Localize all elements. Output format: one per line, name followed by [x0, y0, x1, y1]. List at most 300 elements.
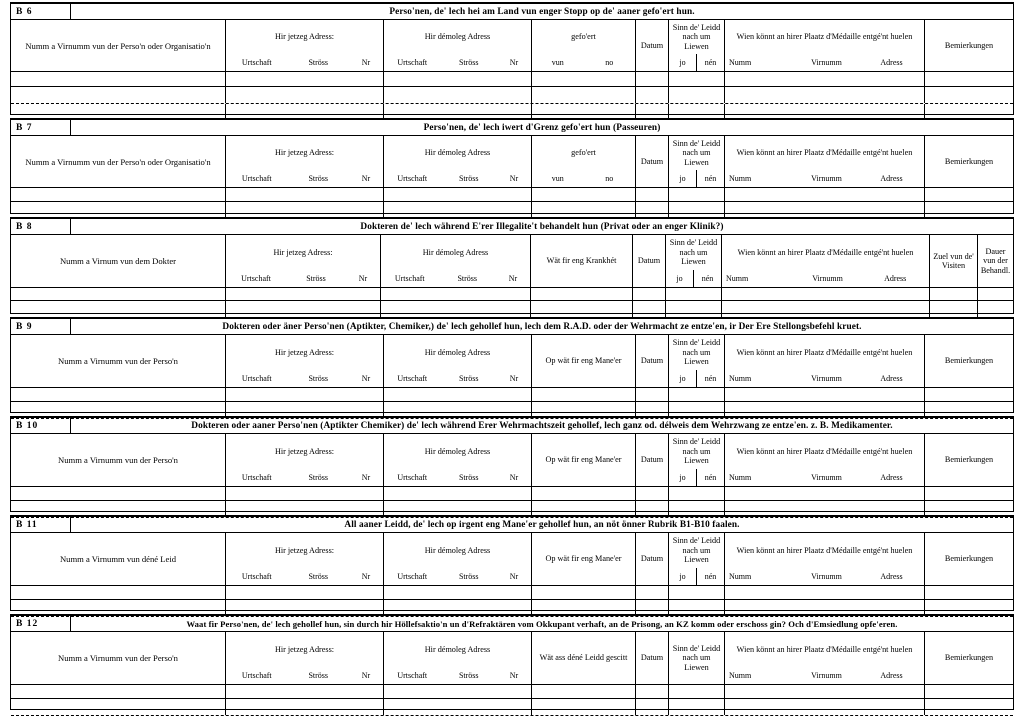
col-label: Hir démoleg Adress [424, 32, 491, 42]
col-name-b7: Numm a Virnumm vun der Perso'n oder Organisatio'n [11, 136, 226, 187]
cell-dauer-behandl[interactable] [978, 301, 1013, 317]
col-gefoert-b6 [532, 20, 636, 71]
table-row[interactable] [11, 402, 1013, 419]
col-bemierkungen-b6 [925, 20, 1013, 71]
col-bemierkungen-b7 [925, 136, 1013, 187]
col-label: Sinn de' Leidd nach um Liewen [672, 22, 721, 51]
cell-wien[interactable] [725, 72, 925, 86]
sub-jo: jo [679, 473, 686, 482]
sub-urtschaft: Urtschaft [394, 274, 425, 283]
table-row[interactable] [11, 301, 1013, 318]
cell-addr-then[interactable] [384, 501, 532, 517]
sub-adress: Adress [880, 671, 903, 680]
cell-gefoert[interactable] [532, 87, 636, 103]
cell-sinn[interactable] [669, 487, 725, 500]
cell-gescitt[interactable] [532, 685, 636, 698]
col-wien-b8 [722, 235, 930, 287]
sub-urtschaft: Urtschaft [241, 671, 272, 680]
col-wien-b12 [725, 632, 925, 684]
col-label: Bemierkungen [944, 156, 994, 166]
cell-sinn[interactable] [669, 699, 725, 715]
cell-wien[interactable] [725, 104, 925, 118]
cell-bemierkungen[interactable] [925, 685, 1013, 698]
sub-nr: Nr [361, 374, 371, 383]
cell-addr-then[interactable] [384, 104, 532, 118]
col-maneer-b10 [532, 434, 636, 486]
cell-addr-then[interactable] [384, 388, 532, 401]
sub-nr: Nr [509, 58, 519, 67]
sub-numm: Numm [729, 174, 752, 183]
sub-nr: Nr [509, 572, 519, 581]
section-b6-header [11, 20, 1013, 72]
cell-bemierkungen[interactable] [925, 586, 1013, 599]
sub-nen: nén [693, 270, 721, 287]
col-wien-b6 [725, 20, 925, 71]
table-row[interactable] [11, 388, 1013, 402]
col-label: Wät fir eng Krankhét [546, 256, 617, 266]
cell-name[interactable] [11, 104, 226, 118]
sub-jo: jo [679, 572, 686, 581]
cell-bemierkungen[interactable] [925, 202, 1013, 218]
col-bemierkungen-b11 [925, 533, 1013, 585]
sub-virnumm: Virnumm [811, 58, 842, 67]
col-wien-subs [725, 667, 924, 684]
cell-name[interactable] [11, 487, 226, 500]
sub-nen: nén [696, 568, 724, 585]
cell-wien[interactable] [725, 586, 925, 599]
cell-name[interactable] [11, 288, 226, 300]
cell-sinn[interactable] [669, 685, 725, 698]
col-label: Hir jetzeg Adress: [273, 247, 333, 257]
col-label: Datum [640, 554, 664, 564]
sub-jo: jo [679, 174, 686, 183]
sub-virnumm: Virnumm [811, 671, 842, 680]
cell-datum[interactable] [636, 104, 669, 118]
sub-adress: Adress [884, 274, 907, 283]
col-label: Bemierkungen [944, 653, 994, 663]
section-b11-code: B 11 [11, 517, 71, 532]
sub-adress: Adress [880, 174, 903, 183]
col-datum-b7 [636, 136, 669, 187]
col-addr-now-b10 [226, 434, 384, 486]
col-addr-then-b8 [381, 235, 531, 287]
col-datum-b12 [636, 632, 669, 684]
col-sinn-b9 [669, 335, 725, 387]
cell-addr-now[interactable] [226, 388, 384, 401]
cell-maneer[interactable] [532, 487, 636, 500]
cell-sinn[interactable] [669, 402, 725, 418]
col-zuel-visiten-b8 [930, 235, 978, 287]
cell-addr-now[interactable] [226, 188, 384, 201]
cell-wien[interactable] [722, 301, 930, 317]
cell-addr-then[interactable] [384, 402, 532, 418]
col-label: gefo'ert [571, 148, 596, 158]
sub-vun: vun [551, 58, 564, 67]
cell-krankhet[interactable] [531, 288, 633, 300]
col-label: Datum [640, 455, 664, 465]
col-addr-subs [384, 170, 531, 187]
section-b10-rows [11, 487, 1013, 518]
sub-stross: Ströss [458, 572, 479, 581]
sub-nr: Nr [509, 174, 519, 183]
cell-maneer[interactable] [532, 586, 636, 599]
col-wien-subs [725, 370, 924, 387]
section-b6-code: B 6 [11, 4, 71, 19]
cell-bemierkungen[interactable] [925, 72, 1013, 86]
col-addr-subs [226, 54, 383, 71]
cell-sinn[interactable] [666, 288, 722, 300]
col-gefoert-subs [532, 170, 635, 187]
cell-gefoert[interactable] [532, 104, 636, 118]
cell-bemierkungen[interactable] [925, 600, 1013, 616]
sub-nr: Nr [361, 473, 371, 482]
table-row[interactable] [11, 699, 1013, 716]
section-b6-title: Perso'nen, de' lech hei am Land vun enger Stopp op de' aaner gefo'ert hun. [389, 6, 695, 17]
section-b9-title: Dokteren oder äner Perso'nen (Aptikter, Chemiker,) de' lech gehollef hun, lech dem R.A.D. oder der Wehrmacht ze entze'en, ir Der Ere Stellongsbefehl kruet. [222, 321, 862, 332]
cell-wien[interactable] [725, 600, 925, 616]
col-maneer-b11 [532, 533, 636, 585]
col-name-b11: Numm a Virnumm vun déné Leid [11, 533, 226, 585]
cell-bemierkungen[interactable] [925, 388, 1013, 401]
table-row[interactable] [11, 202, 1013, 219]
col-datum-b8 [633, 235, 666, 287]
col-label: Wien könnt an hirer Plaatz d'Médaille entgé'nt huelen [736, 545, 913, 555]
cell-datum[interactable] [636, 202, 669, 218]
cell-addr-now[interactable] [226, 586, 384, 599]
col-label: Wien könnt an hirer Plaatz d'Médaille entgé'nt huelen [736, 644, 913, 654]
cell-sinn[interactable] [669, 600, 725, 616]
sub-no: no [605, 58, 614, 67]
cell-addr-then[interactable] [384, 87, 532, 103]
section-b10-title: Dokteren oder aaner Perso'nen (Aptikter Chemiker) de' lech während Erer Wehrmachtszeit gehollef, lech ganz od. délweis dem Wehrzwang ze entze'en. z. B. Medikamenter. [191, 420, 893, 431]
cell-bemierkungen[interactable] [925, 87, 1013, 103]
table-row[interactable] [11, 288, 1013, 301]
sub-nen: nén [696, 54, 724, 71]
cell-maneer[interactable] [532, 600, 636, 616]
sub-no: no [605, 174, 614, 183]
sub-nr: Nr [509, 473, 519, 482]
col-addr-subs [226, 370, 383, 387]
col-label: Op wät fir eng Mane'er [545, 554, 622, 564]
cell-datum[interactable] [636, 586, 669, 599]
col-sinn-b12 [669, 632, 725, 684]
cell-wien[interactable] [725, 685, 925, 698]
col-sinn-subs [669, 170, 724, 187]
cell-addr-then[interactable] [384, 72, 532, 86]
sub-nen: nén [696, 370, 724, 387]
col-label: Sinn de' Leidd nach um Liewen [672, 338, 721, 367]
sub-stross: Ströss [308, 374, 329, 383]
cell-name[interactable] [11, 87, 226, 103]
col-name-b10: Numm a Virnumm vun der Perso'n [11, 434, 226, 486]
sub-stross: Ströss [308, 174, 329, 183]
sub-numm: Numm [729, 473, 752, 482]
cell-addr-now[interactable] [226, 301, 381, 317]
table-row[interactable] [11, 72, 1013, 87]
col-addr-subs [226, 568, 383, 585]
sub-numm: Numm [726, 274, 749, 283]
cell-name[interactable] [11, 685, 226, 698]
cell-addr-now[interactable] [226, 699, 384, 715]
col-label: Hir jetzeg Adress: [274, 545, 335, 555]
col-label: Datum [640, 40, 664, 50]
sub-jo: jo [676, 274, 683, 283]
col-dauer-behandl-b8 [978, 235, 1013, 287]
cell-name[interactable] [11, 586, 226, 599]
col-label: Hir démoleg Adress [424, 148, 491, 158]
col-name-b12: Numm a Virnumm vun der Perso'n [11, 632, 226, 684]
col-label: Wien könnt an hirer Plaatz d'Médaille entgé'nt huelen [736, 347, 913, 357]
cell-addr-then[interactable] [381, 301, 531, 317]
sub-numm: Numm [729, 572, 752, 581]
col-label: Datum [640, 356, 664, 366]
cell-datum[interactable] [636, 487, 669, 500]
cell-name[interactable] [11, 202, 226, 218]
section-b7-header [11, 136, 1013, 188]
cell-datum[interactable] [636, 685, 669, 698]
col-label: Hir jetzeg Adress: [274, 32, 335, 42]
cell-name[interactable] [11, 388, 226, 401]
cell-wien[interactable] [725, 388, 925, 401]
col-addr-subs [384, 667, 531, 684]
cell-addr-then[interactable] [384, 685, 532, 698]
cell-addr-now[interactable] [226, 685, 384, 698]
table-row[interactable] [11, 487, 1013, 501]
cell-wien[interactable] [725, 402, 925, 418]
section-b9-titlebar [11, 319, 1013, 335]
section-b8-header [11, 235, 1013, 288]
col-addr-then-b10 [384, 434, 532, 486]
col-sinn-subs [669, 469, 724, 486]
col-wien-b10 [725, 434, 925, 486]
section-b11-title: All aaner Leidd, de' lech op irgent eng Mane'er gehollef hun, an nöt önner Rubrik B1-B10 faalen. [344, 519, 740, 530]
cell-wien[interactable] [722, 288, 930, 300]
cell-addr-now[interactable] [226, 104, 384, 118]
cell-maneer[interactable] [532, 501, 636, 517]
cell-bemierkungen[interactable] [925, 501, 1013, 517]
col-wien-b9 [725, 335, 925, 387]
cell-name[interactable] [11, 402, 226, 418]
col-addr-now-b8 [226, 235, 381, 287]
section-b11 [10, 515, 1014, 611]
cell-datum[interactable] [636, 188, 669, 201]
col-label: Hir jetzeg Adress: [274, 644, 335, 654]
col-krankhet-b8 [531, 235, 633, 287]
col-gefoert-b7 [532, 136, 636, 187]
cell-wien[interactable] [725, 487, 925, 500]
cell-sinn[interactable] [669, 388, 725, 401]
cell-sinn[interactable] [669, 202, 725, 218]
cell-datum[interactable] [636, 699, 669, 715]
sub-adress: Adress [880, 374, 903, 383]
table-row[interactable] [11, 104, 1013, 118]
cell-sinn[interactable] [669, 188, 725, 201]
col-addr-subs [226, 667, 383, 684]
col-label: Wien könnt an hirer Plaatz d'Médaille entgé'nt huelen [736, 446, 913, 456]
col-bemierkungen-b12 [925, 632, 1013, 684]
cell-sinn[interactable] [669, 501, 725, 517]
section-b12 [10, 614, 1014, 710]
col-label: Zuel vun de' Visiten [933, 251, 974, 270]
sub-urtschaft: Urtschaft [241, 473, 272, 482]
col-label: Datum [640, 156, 664, 166]
cell-addr-now[interactable] [226, 487, 384, 500]
sub-urtschaft: Urtschaft [397, 58, 428, 67]
cell-addr-now[interactable] [226, 202, 384, 218]
cell-datum[interactable] [636, 72, 669, 86]
cell-gescitt[interactable] [532, 699, 636, 715]
sub-stross: Ströss [308, 671, 329, 680]
sub-stross: Ströss [458, 374, 479, 383]
col-sinn-subs [669, 370, 724, 387]
cell-maneer[interactable] [532, 402, 636, 418]
table-row[interactable] [11, 188, 1013, 202]
col-addr-then-b7 [384, 136, 532, 187]
cell-gefoert[interactable] [532, 202, 636, 218]
col-label: Hir démoleg Adress [424, 347, 491, 357]
col-name-b9: Numm a Virnumm vun der Perso'n [11, 335, 226, 387]
cell-addr-then[interactable] [381, 288, 531, 300]
cell-name[interactable] [11, 72, 226, 86]
cell-addr-now[interactable] [226, 87, 384, 103]
table-row[interactable] [11, 685, 1013, 699]
col-addr-subs [381, 270, 530, 287]
cell-addr-then[interactable] [384, 487, 532, 500]
cell-sinn[interactable] [669, 586, 725, 599]
section-b10-code: B 10 [11, 418, 71, 433]
sub-urtschaft: Urtschaft [397, 572, 428, 581]
col-label: Sinn de' Leidd nach um Liewen [672, 536, 721, 565]
col-datum-b11 [636, 533, 669, 585]
cell-name[interactable] [11, 301, 226, 317]
col-label: Hir jetzeg Adress: [274, 148, 335, 158]
cell-wien[interactable] [725, 87, 925, 103]
cell-dauer-behandl[interactable] [978, 288, 1013, 300]
col-wien-b7 [725, 136, 925, 187]
col-addr-subs [384, 469, 531, 486]
sub-urtschaft: Urtschaft [397, 671, 428, 680]
col-label: Datum [637, 256, 661, 266]
table-row[interactable] [11, 600, 1013, 617]
col-label: gefo'ert [571, 32, 596, 42]
col-label: Bemierkungen [944, 356, 994, 366]
sub-numm: Numm [729, 671, 752, 680]
cell-wien[interactable] [725, 501, 925, 517]
col-addr-now-b9 [226, 335, 384, 387]
cell-wien[interactable] [725, 188, 925, 201]
col-label: Dauer vun der Behandl. [980, 246, 1011, 275]
cell-gefoert[interactable] [532, 188, 636, 201]
col-sinn-b8 [666, 235, 722, 287]
col-wien-subs [725, 170, 924, 187]
cell-addr-then[interactable] [384, 188, 532, 201]
sub-stross: Ströss [458, 671, 479, 680]
cell-name[interactable] [11, 699, 226, 715]
cell-addr-then[interactable] [384, 586, 532, 599]
cell-datum[interactable] [636, 501, 669, 517]
sub-nen: nén [696, 170, 724, 187]
cell-datum[interactable] [633, 301, 666, 317]
cell-addr-then[interactable] [384, 699, 532, 715]
section-b7-code: B 7 [11, 120, 71, 135]
section-b10-header [11, 434, 1013, 487]
col-bemierkungen-b10 [925, 434, 1013, 486]
cell-addr-now[interactable] [226, 600, 384, 616]
cell-name[interactable] [11, 188, 226, 201]
cell-addr-now[interactable] [226, 72, 384, 86]
col-label: Sinn de' Leidd nach um Liewen [669, 238, 718, 267]
cell-bemierkungen[interactable] [925, 402, 1013, 418]
cell-addr-then[interactable] [384, 600, 532, 616]
sub-adress: Adress [880, 572, 903, 581]
table-row[interactable] [11, 586, 1013, 600]
cell-addr-now[interactable] [226, 402, 384, 418]
cell-bemierkungen[interactable] [925, 699, 1013, 715]
cell-sinn[interactable] [669, 104, 725, 118]
cell-zuel-visiten[interactable] [930, 288, 978, 300]
cell-zuel-visiten[interactable] [930, 301, 978, 317]
sub-nr: Nr [361, 174, 371, 183]
cell-maneer[interactable] [532, 388, 636, 401]
cell-sinn[interactable] [669, 87, 725, 103]
sub-nr: Nr [358, 274, 368, 283]
col-gescitt-b12 [532, 632, 636, 684]
cell-bemierkungen[interactable] [925, 188, 1013, 201]
cell-datum[interactable] [636, 402, 669, 418]
col-label: Wien könnt an hirer Plaatz d'Médaille entgé'nt huelen [736, 32, 913, 42]
col-datum-b6 [636, 20, 669, 71]
cell-wien[interactable] [725, 202, 925, 218]
sub-virnumm: Virnumm [811, 572, 842, 581]
col-addr-subs [384, 54, 531, 71]
col-label: Bemierkungen [944, 455, 994, 465]
cell-sinn[interactable] [669, 72, 725, 86]
section-b8-rows [11, 288, 1013, 318]
cell-datum[interactable] [636, 600, 669, 616]
cell-gefoert[interactable] [532, 72, 636, 86]
cell-wien[interactable] [725, 699, 925, 715]
cell-datum[interactable] [636, 87, 669, 103]
col-wien-b11 [725, 533, 925, 585]
cell-name[interactable] [11, 501, 226, 517]
section-b8 [10, 217, 1014, 314]
sub-stross: Ströss [306, 274, 326, 283]
cell-datum[interactable] [636, 388, 669, 401]
col-addr-then-b11 [384, 533, 532, 585]
cell-sinn[interactable] [666, 301, 722, 317]
col-addr-now-b7 [226, 136, 384, 187]
cell-bemierkungen[interactable] [925, 104, 1013, 118]
col-addr-subs [384, 370, 531, 387]
table-row[interactable] [11, 501, 1013, 518]
sub-nr: Nr [509, 671, 519, 680]
cell-addr-now[interactable] [226, 288, 381, 300]
col-addr-now-b11 [226, 533, 384, 585]
cell-datum[interactable] [633, 288, 666, 300]
col-sinn-subs [666, 270, 721, 287]
cell-krankhet[interactable] [531, 301, 633, 317]
sub-nen: nén [696, 469, 724, 486]
col-addr-subs [384, 568, 531, 585]
sub-vun: vun [551, 174, 564, 183]
sub-stross: Ströss [308, 58, 329, 67]
cell-addr-then[interactable] [384, 202, 532, 218]
cell-bemierkungen[interactable] [925, 487, 1013, 500]
table-row[interactable] [11, 87, 1013, 104]
col-name-b6: Numm a Virnumm vun der Perso'n oder Organisatio'n [11, 20, 226, 71]
cell-addr-now[interactable] [226, 501, 384, 517]
cell-name[interactable] [11, 600, 226, 616]
